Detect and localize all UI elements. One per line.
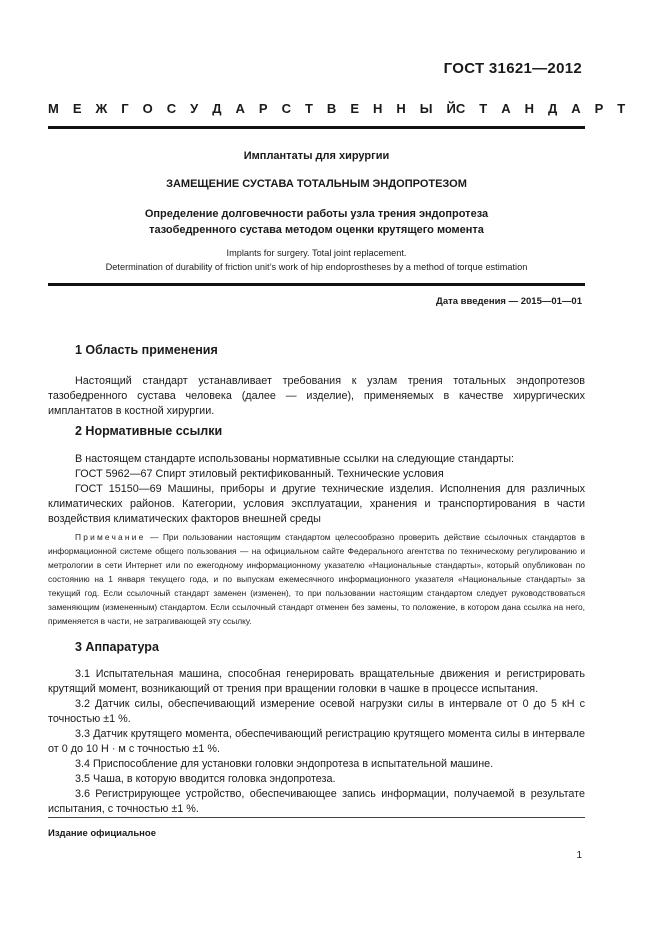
banner-letter: С [166,101,177,116]
interstate-standard-banner [48,101,626,116]
banner-letter: Р [594,101,604,116]
note [48,530,585,628]
list-item: 3.3 Датчик крутящего момента, обеспечивающий регистрацию крутящего момента силы в интервале от 0 до 10 Н · м с точностью ±1 %. [48,728,585,755]
english-title [48,246,585,274]
english-title-line: Implants for surgery. Total joint replacement. [226,248,407,258]
category-title: Имплантаты для хирургии [243,150,390,162]
banner-letter: В [326,101,337,116]
reference-item: ГОСТ 5962—67 Спирт этиловый ректификованный. Технические условия [75,468,444,480]
banner-letter: Е [72,101,82,116]
banner-letter: М [48,101,59,116]
banner-letter: А [235,101,245,116]
list-item: 3.2 Датчик силы, обеспечивающий измерение осевой нагрузки силы в интервале от 0 до 5 кН с точностью ±1 %. [48,698,585,725]
banner-letter: Н [372,101,383,116]
banner-letter: С [281,101,291,116]
note-label: Примечание [75,532,146,542]
banner-letter: Ж [95,101,108,116]
banner-letter: Т [617,101,626,116]
banner-word [48,101,456,116]
banner-letter: О [142,101,153,116]
title-rule [48,283,585,286]
introduction-date: Дата введения — 2015—01—01 [436,296,582,307]
list-item: 3.1 Испытательная машина, способная генерировать вращательные движения и регистрировать крутящий момент, возникающий от трения при вращении головки в чашке в процессе испытания. [48,668,585,695]
header-rule [48,126,585,129]
banner-letter: Т [304,101,313,116]
banner-letter: Г [121,101,129,116]
official-edition-label: Издание официальное [48,828,156,839]
list-item: 3.4 Приспособление для установки головки эндопротеза в испытательной машине. [75,758,494,770]
subtitle-line: тазобедренного сустава методом оценки крутящего момента [149,224,484,236]
banner-letter: Р [258,101,268,116]
banner-letter: А [501,101,511,116]
banner-letter: А [571,101,581,116]
subtitle-line: Определение долговечности работы узла трения эндопротеза [144,208,489,220]
note-text: — При пользовании настоящим стандартом целесообразно проверить действие ссылочных стандартов в информационной системе общего пользования — на официальном сайте Федерального агентства по техническому регулированию и метрологии в сети Интернет или по ежегодному информационному указателю «Национальные стандарты», который опубликован по состоянию на 1 января текущего года, и по выпускам ежемесячного информационного указателя «Национальные стандарты» за текущий год. Если ссылочный стандарт заменен (изменен), то при пользовании настоящим стандартом следует руководствоваться заменяющим (измененным) стандартом. Если ссылочный стандарт отменен без замены, то положение, в котором дана ссылка на него, применяется в части, не затрагивающей эту ссылку. [48,532,585,626]
main-title: ЗАМЕЩЕНИЕ СУСТАВА ТОТАЛЬНЫМ ЭНДОПРОТЕЗОМ [166,178,467,190]
reference-item: ГОСТ 15150—69 Машины, приборы и другие технические изделия. Исполнения для различных климатических районов. Категории, условия эксплуатации, хранения и транспортирования в части воздействия климатических факторов внешней среды [48,483,585,525]
section-body [48,667,585,817]
banner-letter: Д [212,101,222,116]
banner-letter: Н [524,101,534,116]
banner-letter: С [455,101,466,116]
section-body [48,374,585,419]
paragraph: Настоящий стандарт устанавливает требования к узлам трения тотальных эндопротезов тазобедренного сустава человека (далее — изделие), применяемых в качестве хирургических имплантатов в костной хирургии. [48,375,585,417]
list-item: 3.6 Регистрирующее устройство, обеспечивающее запись информации, получаемой в результате испытания, с точностью ±1 %. [48,788,585,815]
banner-letter: Н [396,101,406,116]
banner-letter: Е [350,101,359,116]
section-heading: 2 Нормативные ссылки [75,424,223,438]
page-number: 1 [576,850,582,861]
list-item: 3.5 Чаша, в которую вводится головка эндопротеза. [75,773,336,785]
english-title-line: Determination of durability of friction unit’s work of hip endoprostheses by a method of torque estimation [105,262,528,272]
banner-word [456,101,625,116]
subtitle [48,206,585,238]
banner-letter: Т [479,101,488,116]
banner-letter: У [190,101,199,116]
banner-letter: Д [547,101,558,116]
footer-rule [48,817,585,818]
paragraph: В настоящем стандарте использованы нормативные ссылки на следующие стандарты: [75,453,514,465]
document-number: ГОСТ 31621—2012 [443,60,582,77]
section-heading: 3 Аппаратура [75,640,159,654]
section-body [48,452,585,527]
banner-letter: Ы [419,101,433,116]
section-heading: 1 Область применения [75,343,218,357]
banner-letter: Й [446,101,456,116]
